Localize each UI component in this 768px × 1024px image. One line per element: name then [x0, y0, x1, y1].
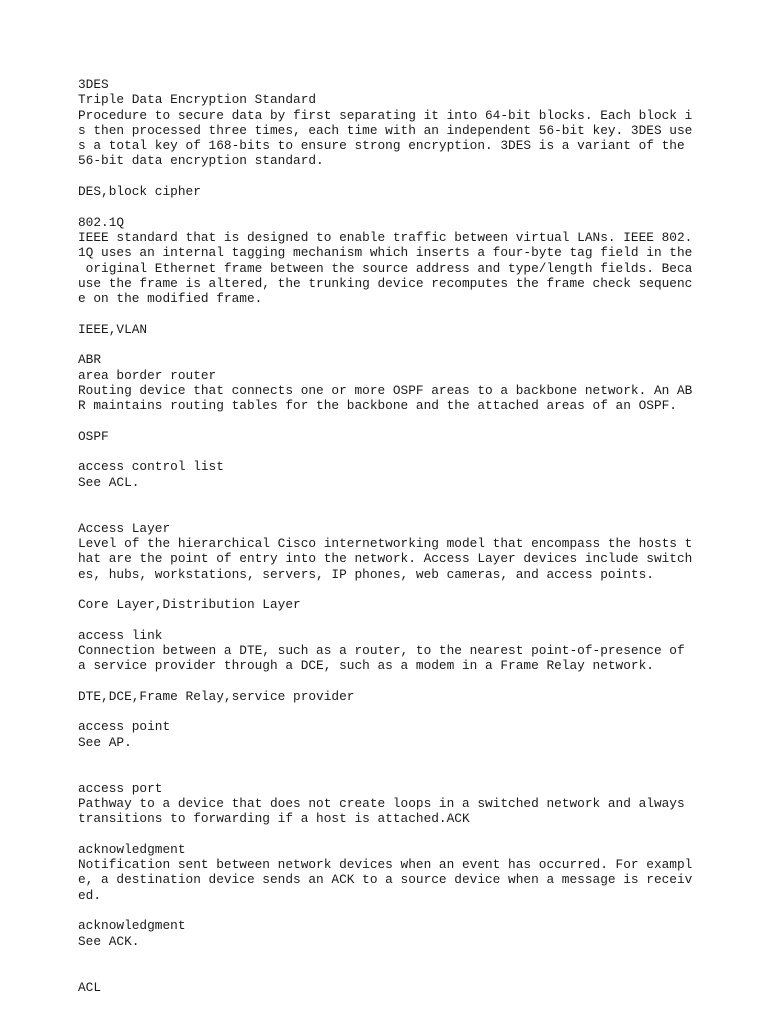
text-line: See ACL. — [78, 474, 140, 490]
blank-line — [78, 414, 692, 429]
blank-line — [78, 674, 692, 689]
text-line: a service provider through a DCE, such as a modem in a Frame Relay network. — [78, 658, 654, 674]
blank-line — [78, 704, 692, 719]
text-line: See ACK. — [78, 933, 140, 949]
blank-line — [78, 505, 692, 520]
text-line: access point — [78, 719, 171, 735]
text-line: original Ethernet frame between the source address and type/length fields. Beca — [78, 260, 693, 276]
text-line: 3DES — [78, 77, 109, 92]
blank-line — [78, 582, 692, 597]
text-line: Connection between a DTE, such as a router, to the nearest point-of-presence of — [78, 642, 685, 658]
text-line: See AP. — [78, 734, 132, 750]
blank-line — [78, 337, 692, 352]
text-line: Level of the hierarchical Cisco internetworking model that encompass the hosts t — [78, 535, 693, 551]
text-line: 802.1Q — [78, 214, 125, 230]
text-line: Triple Data Encryption Standard — [78, 92, 317, 108]
blank-line — [78, 765, 692, 780]
blank-line — [78, 964, 692, 979]
text-line: 1Q uses an internal tagging mechanism which inserts a four-byte tag field in the — [78, 245, 693, 261]
text-line: acknowledgment — [78, 918, 186, 934]
text-line: s a total key of 168-bits to ensure strong encryption. 3DES is a variant of the — [78, 138, 685, 154]
blank-line — [78, 306, 692, 321]
blank-line — [78, 444, 692, 459]
text-line: e on the modified frame. — [78, 291, 263, 307]
text-line: use the frame is altered, the trunking device recomputes the frame check sequenc — [78, 275, 693, 291]
text-line: 56-bit data encryption standard. — [78, 153, 324, 169]
text-line: DES,block cipher — [78, 184, 201, 200]
text-line: s then processed three times, each time with an independent 56-bit key. 3DES use — [78, 122, 693, 138]
text-line: e, a destination device sends an ACK to a source device when a message is receiv — [78, 872, 693, 888]
text-line: ACL — [78, 979, 102, 995]
text-line: IEEE standard that is designed to enable traffic between virtual LANs. IEEE 802. — [78, 229, 693, 245]
text-line: Procedure to secure data by first separating it into 64-bit blocks. Each block i — [78, 107, 693, 123]
blank-line — [78, 199, 692, 214]
text-line: OSPF — [78, 428, 109, 444]
text-line: Access Layer — [78, 520, 171, 536]
text-line: area border router — [78, 367, 217, 383]
blank-line — [78, 903, 692, 918]
text-line: access control list — [78, 459, 224, 475]
text-line: IEEE,VLAN — [78, 321, 148, 337]
text-line: access port — [78, 780, 163, 796]
blank-line — [78, 827, 692, 842]
blank-line — [78, 949, 692, 964]
text-line: ABR — [78, 352, 102, 368]
blank-line — [78, 169, 692, 184]
text-line: es, hubs, workstations, servers, IP phones, web cameras, and access points. — [78, 566, 654, 582]
text-line: Core Layer,Distribution Layer — [78, 597, 301, 613]
glossary-text — [78, 77, 692, 995]
text-line: Routing device that connects one or more OSPF areas to a backbone network. An AB — [78, 382, 693, 398]
blank-line — [78, 490, 692, 505]
text-line: hat are the point of entry into the network. Access Layer devices include switch — [78, 551, 693, 567]
text-line: R maintains routing tables for the backbone and the attached areas of an OSPF. — [78, 398, 677, 414]
text-line: ed. — [78, 887, 102, 903]
text-line: access link — [78, 627, 163, 643]
text-line: Notification sent between network devices when an event has occurred. For exampl — [78, 857, 693, 873]
text-line: DTE,DCE,Frame Relay,service provider — [78, 688, 355, 704]
blank-line — [78, 750, 692, 765]
text-line: transitions to forwarding if a host is attached.ACK — [78, 811, 470, 827]
text-line: acknowledgment — [78, 841, 186, 857]
blank-line — [78, 612, 692, 627]
text-line: Pathway to a device that does not create loops in a switched network and always — [78, 795, 685, 811]
